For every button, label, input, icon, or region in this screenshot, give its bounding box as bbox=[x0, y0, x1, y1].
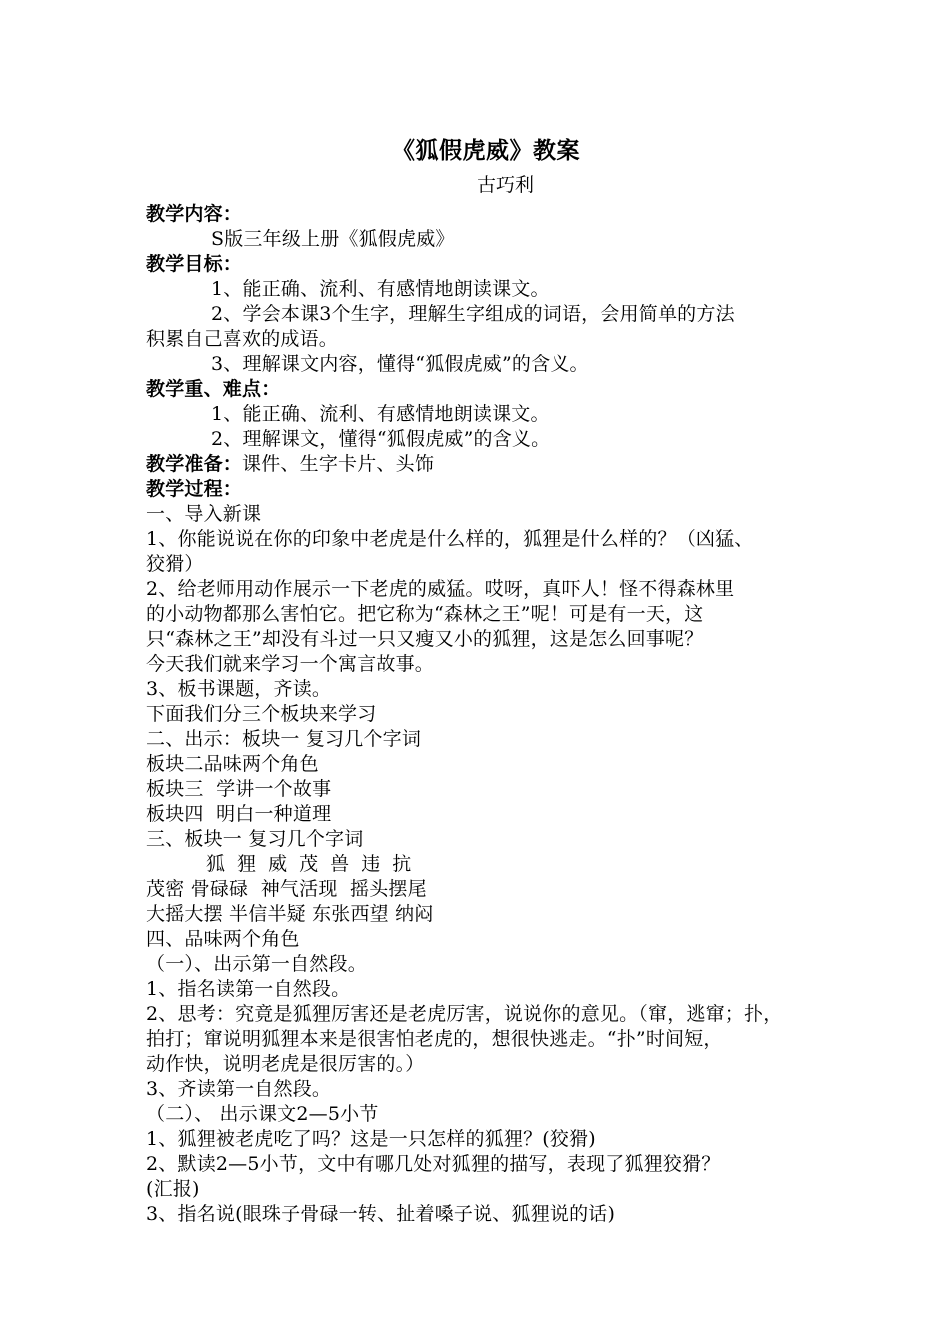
process-line: 只“森林之王”却没有斗过一只又瘦又小的狐狸，这是怎么回事呢？ bbox=[146, 628, 704, 650]
section-heading-preparation: 教学准备： bbox=[146, 453, 243, 475]
process-line: 2、思考：究竟是狐狸厉害还是老虎厉害，说说你的意见。（窜，逃窜；扑， bbox=[146, 1003, 783, 1025]
section-heading-key-points: 教学重、难点： bbox=[146, 378, 281, 400]
goal-item-continued: 积累自己喜欢的成语。 bbox=[146, 328, 339, 350]
process-line: （一）、出示第一自然段。 bbox=[146, 953, 367, 975]
process-line: 3、齐读第一自然段。 bbox=[146, 1078, 332, 1100]
preparation-line bbox=[146, 452, 826, 477]
process-line: 3、板书课题，齐读。 bbox=[146, 678, 332, 700]
process-line: 一、导入新课 bbox=[146, 503, 262, 525]
document-page bbox=[146, 134, 826, 1227]
key-point-item: 1、能正确、流利、有感情地朗读课文。 bbox=[211, 403, 550, 425]
process-line: 四、品味两个角色 bbox=[146, 928, 300, 950]
process-line: 拍打；窜说明狐狸本来是很害怕老虎的，想很快逃走。“扑”时间短， bbox=[146, 1028, 723, 1050]
process-line: 板块三 学讲一个故事 bbox=[146, 778, 332, 800]
preparation-text: 课件、生字卡片、头饰 bbox=[242, 453, 435, 475]
goal-item: 2、学会本课3个生字，理解生字组成的词语，会用简单的方法 bbox=[211, 303, 735, 325]
process-line: 狡猾） bbox=[146, 553, 204, 575]
process-line: 下面我们分三个板块来学习 bbox=[146, 703, 377, 725]
process-line: (汇报) bbox=[146, 1178, 200, 1200]
goal-item: 1、能正确、流利、有感情地朗读课文。 bbox=[211, 278, 550, 300]
process-line: 动作快，说明老虎是很厉害的。） bbox=[146, 1053, 425, 1075]
section-heading-goals: 教学目标： bbox=[146, 253, 243, 275]
vocabulary-words: 茂密 骨碌碌 神气活现 摇头摆尾 bbox=[146, 878, 427, 900]
process-line: （二）、 出示课文2—5小节 bbox=[146, 1103, 379, 1125]
process-line: 二、出示：板块一 复习几个字词 bbox=[146, 728, 422, 750]
process-line: 1、你能说说在你的印象中老虎是什么样的，狐狸是什么样的？（凶猛、 bbox=[146, 528, 754, 550]
section-heading-content: 教学内容： bbox=[146, 203, 243, 225]
vocabulary-characters: 狐 狸 威 茂 兽 违 抗 bbox=[206, 853, 415, 875]
process-line: 板块二品味两个角色 bbox=[146, 753, 319, 775]
process-line: 的小动物都那么害怕它。把它称为“森林之王”呢！可是有一天，这 bbox=[146, 603, 704, 625]
section-heading-process: 教学过程： bbox=[146, 478, 243, 500]
process-line: 2、给老师用动作展示一下老虎的威猛。哎呀，真吓人！怪不得森林里 bbox=[146, 578, 735, 600]
content-text: S版三年级上册《狐假虎威》 bbox=[211, 228, 455, 250]
process-line: 今天我们就来学习一个寓言故事。 bbox=[146, 653, 435, 675]
document-title: 《狐假虎威》教案 bbox=[392, 137, 580, 164]
key-point-item: 2、理解课文，懂得“狐假虎威”的含义。 bbox=[211, 428, 551, 450]
process-line: 1、指名读第一自然段。 bbox=[146, 978, 351, 1000]
process-line: 2、默读2—5小节，文中有哪几处对狐狸的描写，表现了狐狸狡猾？ bbox=[146, 1153, 721, 1175]
vocabulary-words: 大摇大摆 半信半疑 东张西望 纳闷 bbox=[146, 903, 434, 925]
process-line: 板块四 明白一种道理 bbox=[146, 803, 332, 825]
document-author: 古巧利 bbox=[477, 174, 535, 196]
process-line: 3、指名说(眼珠子骨碌一转、扯着嗓子说、狐狸说的话) bbox=[146, 1203, 616, 1225]
goal-item: 3、理解课文内容，懂得“狐假虎威”的含义。 bbox=[211, 353, 589, 375]
process-line: 1、狐狸被老虎吃了吗？这是一只怎样的狐狸？(狡猾) bbox=[146, 1128, 596, 1150]
process-line: 三、板块一 复习几个字词 bbox=[146, 828, 364, 850]
